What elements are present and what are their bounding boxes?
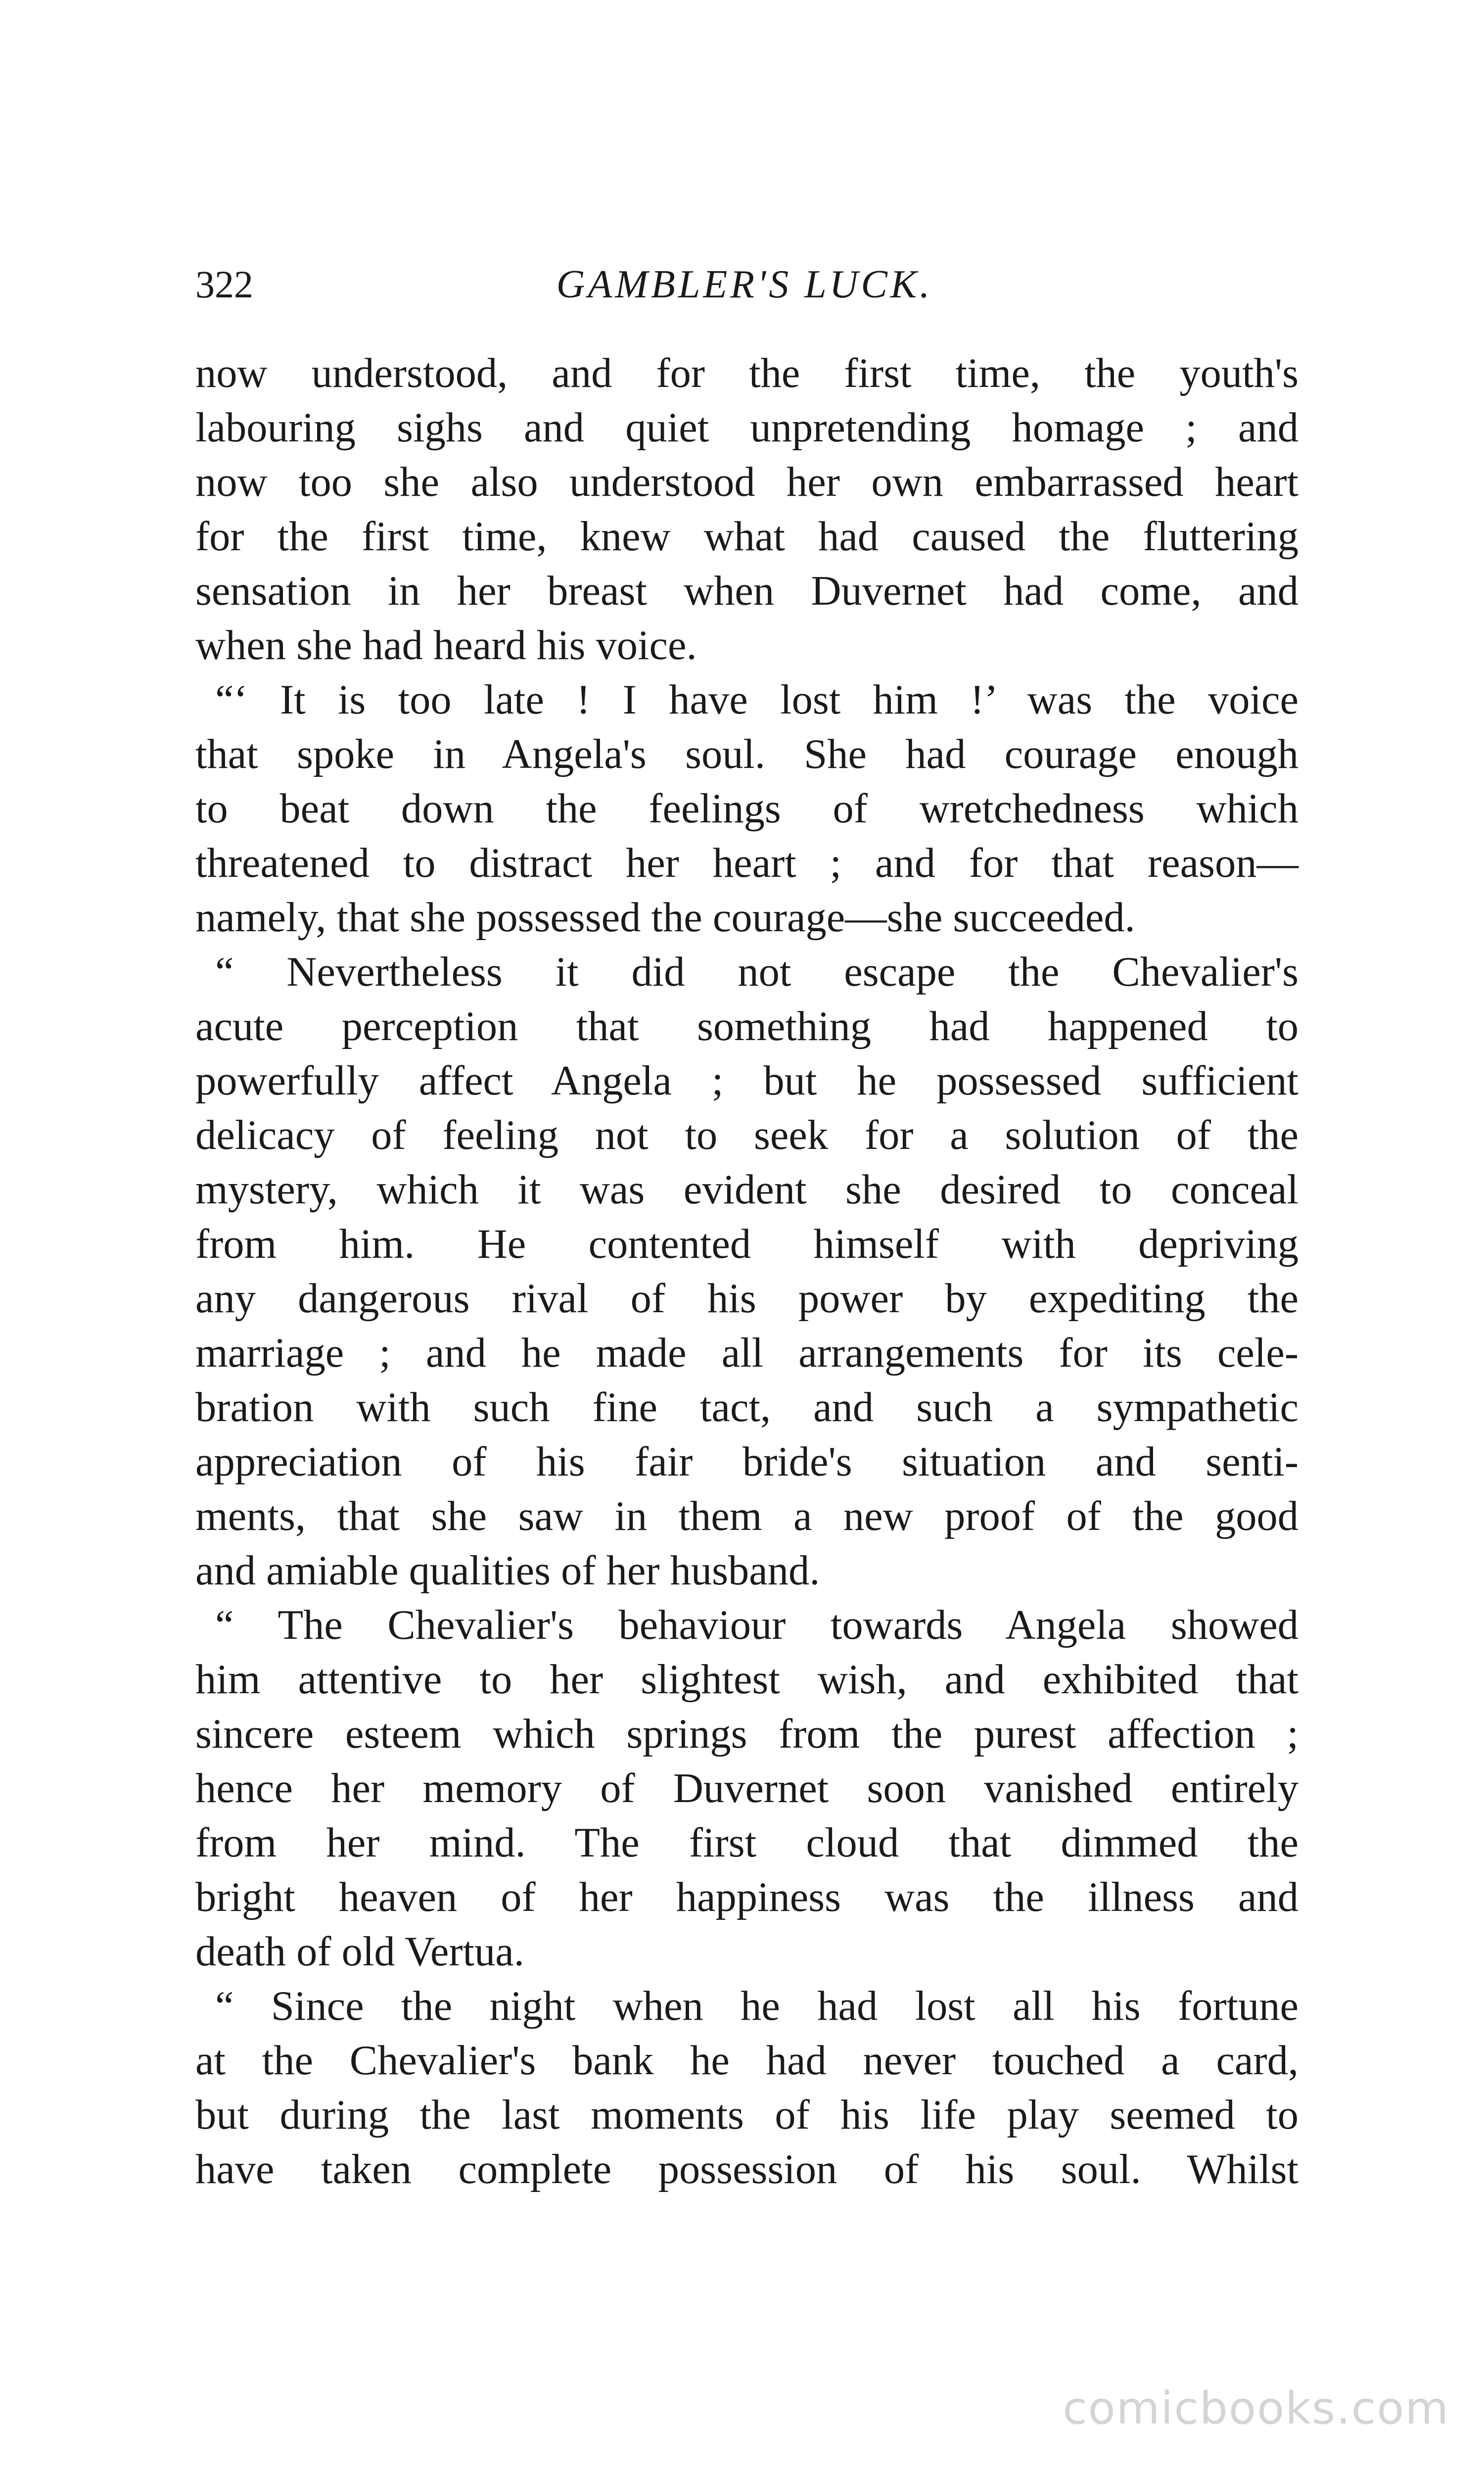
text-line: him attentive to her slightest wish, and exhibited that [195, 1657, 1298, 1703]
text-line: for the first time, knew what had caused the fluttering [195, 514, 1298, 560]
text-line: but during the last moments of his life play seemed to [195, 2092, 1298, 2138]
text-line: mystery, which it was evident she desired to conceal [195, 1167, 1298, 1213]
text-line: now too she also understood her own embarrassed heart [195, 459, 1298, 505]
text-line: namely, that she possessed the courage—she succeeded. [195, 895, 1135, 941]
text-line: from him. He contented himself with depriving [195, 1221, 1298, 1267]
text-line: powerfully affect Angela ; but he possessed sufficient [195, 1058, 1298, 1104]
text-line: at the Chevalier's bank he had never touched a card, [195, 2038, 1298, 2084]
text-line: “ Since the night when he had lost all his fortune [215, 1983, 1298, 2029]
text-line: sensation in her breast when Duvernet had come, and [195, 568, 1298, 614]
text-line: hence her memory of Duvernet soon vanished entirely [195, 1765, 1298, 1811]
text-line: have taken complete possession of his soul. Whilst [195, 2146, 1298, 2192]
text-line: when she had heard his voice. [195, 622, 697, 668]
page-number: 322 [195, 263, 253, 306]
text-line: marriage ; and he made all arrangements for its cele- [195, 1330, 1298, 1376]
text-line: sincere esteem which springs from the purest affection ; [195, 1711, 1298, 1757]
text-line: to beat down the feelings of wretchedness which [195, 786, 1298, 832]
text-line: bration with such fine tact, and such a sympathetic [195, 1384, 1298, 1430]
text-line: bright heaven of her happiness was the illness and [195, 1874, 1298, 1920]
watermark: comicbooks.com [1063, 2382, 1449, 2434]
running-title: GAMBLER'S LUCK. [556, 263, 933, 306]
text-line: “‘ It is too late ! I have lost him !’ was the voice [215, 677, 1298, 723]
text-line: delicacy of feeling not to seek for a solution of the [195, 1112, 1298, 1158]
text-line: death of old Vertua. [195, 1929, 524, 1975]
text-line: threatened to distract her heart ; and for that reason— [195, 840, 1298, 886]
text-line: that spoke in Angela's soul. She had courage enough [195, 731, 1298, 777]
text-line: any dangerous rival of his power by expediting the [195, 1276, 1298, 1322]
text-line: acute perception that something had happened to [195, 1003, 1298, 1049]
text-line: and amiable qualities of her husband. [195, 1548, 820, 1594]
text-line: “ The Chevalier's behaviour towards Angela showed [215, 1602, 1298, 1648]
text-line: appreciation of his fair bride's situation and senti- [195, 1439, 1298, 1485]
body-text [195, 346, 1298, 2197]
text-line: from her mind. The first cloud that dimmed the [195, 1820, 1298, 1866]
text-line: labouring sighs and quiet unpretending homage ; and [195, 405, 1298, 451]
text-line: now understood, and for the first time, the youth's [195, 350, 1298, 396]
text-line: ments, that she saw in them a new proof of the good [195, 1493, 1298, 1539]
page-header [195, 257, 1294, 312]
text-line: “ Nevertheless it did not escape the Chevalier's [215, 949, 1298, 995]
